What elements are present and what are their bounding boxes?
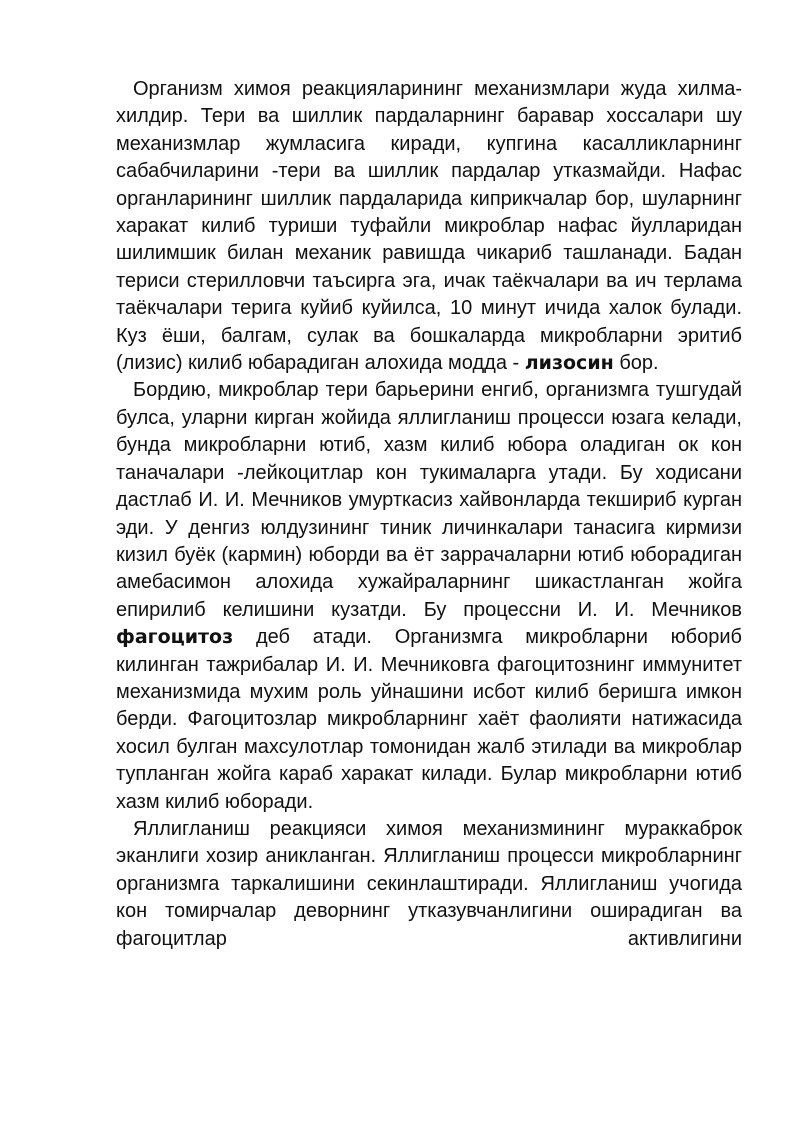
paragraph-3-text: Яллигланиш реакцияси химоя механизмининг мураккаброк эканлиги хозир аникланган. Яллигланиш процесси микробларнинг организмга таркалишини секинлаштиради. Яллигланиш учогида кон томирчалар деворнинг утказувчанлигини оширадиган ва фагоцитлар активлигини (116, 817, 742, 950)
paragraph-2-text: Бордию, микроблар тери барьерини енгиб, организмга тушгудай булса, уларни кирган жойида яллигланиш процесси юзага келади, бунда микробларни ютиб, хазм килиб юбора оладиган ок кон таначалари -лейкоцитлар кон тукималарга утади. Бу ходисани дастлаб И. И. Мечников умурткасиз хайвонларда текшириб курган эди. У денгиз юлдузининг тиник личинкалари танасига кирмизи кизил буёк (кармин) юборди ва ёт заррачаларни ютиб юборадиган амебасимон алохида хужайраларнинг шикастланган жойга епирилиб келишини кузатди. Бу процессни И. И. Мечников (116, 379, 742, 621)
paragraph-2 (116, 377, 742, 816)
document-page (116, 76, 742, 953)
paragraph-1-text: Организм химоя реакцияларининг механизмлари жуда хилма-хилдир. Тери ва шиллик пардаларнинг баравар хоссалари шу механизмлар жумласига киради, купгина касалликларнинг сабабчиларини -тери ва шиллик пардалар утказмайди. Нафас органларининг шиллик пардаларида киприкчалар бор, шуларнинг харакат килиб туриши туфайли микроблар нафас йулларидан шилимшик билан механик равишда чикариб ташланади. Бадан териси стерилловчи таъсирга эга, ичак таёкчалари ва ич терлама таёкчалари терига куйиб куйилса, 10 минут ичида халок булади. Куз ёши, балгам, сулак ва бошкаларда микробларни эритиб (лизис) килиб юбарадиган алохида модда - (116, 78, 742, 375)
term-phagocytosis: фагоцитоз (116, 626, 234, 649)
paragraph-1 (116, 76, 742, 377)
paragraph-1-text-end: бор. (613, 352, 659, 375)
term-lysozyme: лизосин (524, 352, 614, 375)
paragraph-2-text-end: деб атади. Организмга микробларни юбориб килинган тажрибалар И. И. Мечниковга фагоцитознинг иммунитет механизмида мухим роль уйнашини исбот килиб беришга имкон берди. Фагоцитозлар микробларнинг хаёт фаолияти натижасида хосил булган махсулотлар томонидан жалб этилади ва микроблар тупланган жойга караб харакат килади. Булар микробларни ютиб хазм килиб юборади. (116, 626, 742, 813)
paragraph-3 (116, 816, 742, 953)
